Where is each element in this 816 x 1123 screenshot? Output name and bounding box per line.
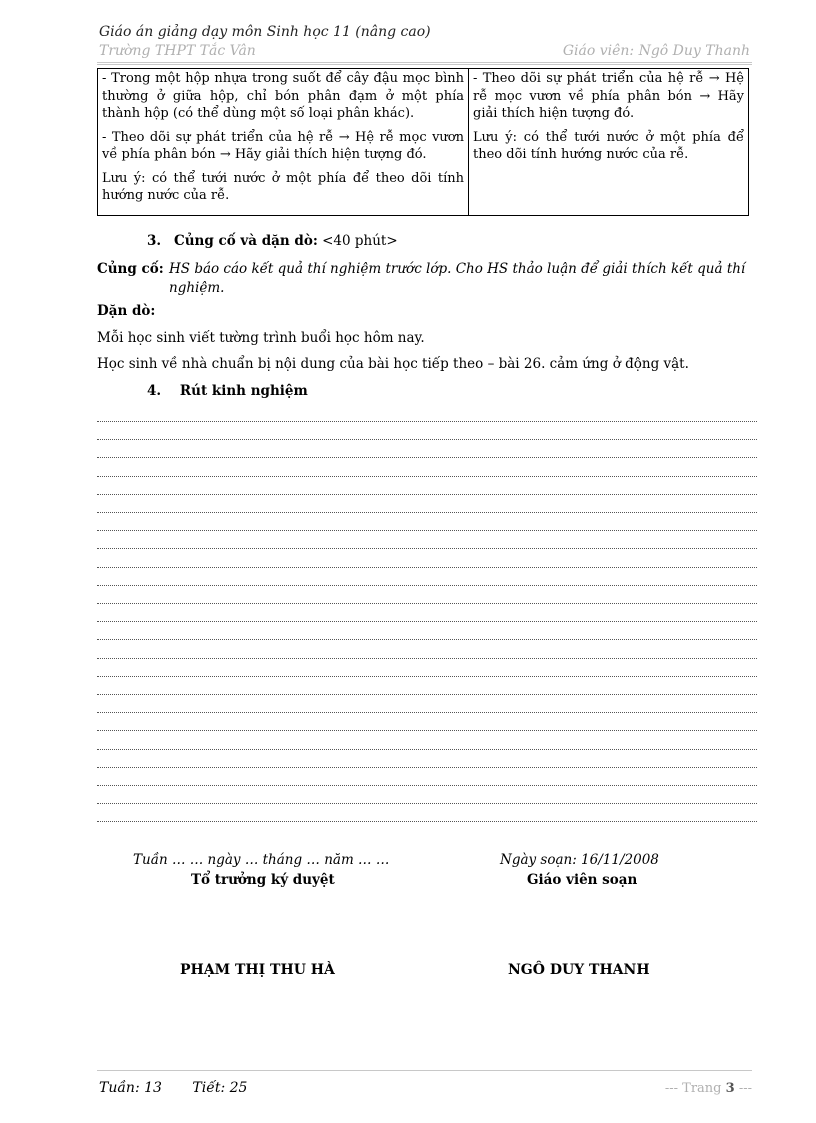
- cungco-text-2: nghiệm.: [169, 280, 225, 296]
- footer-page-number: 3: [725, 1081, 735, 1096]
- header-title: Giáo án giảng dạy môn Sinh học 11 (nâng cao): [99, 24, 431, 40]
- cungco-label: Củng cố:: [97, 261, 164, 277]
- dotted-line: [97, 821, 757, 822]
- student-activity-cell: [469, 69, 749, 216]
- footer-divider: [97, 1070, 752, 1071]
- dotted-line: [97, 494, 757, 495]
- dotted-line: [97, 676, 757, 677]
- dando-line-2: Học sinh về nhà chuẩn bị nội dung của bài học tiếp theo – bài 26. cảm ứng ở động vật.: [97, 356, 689, 372]
- footer-period: Tiết: 25: [192, 1080, 248, 1096]
- signature-right-name: NGÔ DUY THANH: [508, 962, 650, 978]
- signature-left-name: PHẠM THỊ THU HÀ: [180, 962, 335, 978]
- dotted-line: [97, 439, 757, 440]
- dotted-line: [97, 421, 757, 422]
- dando-line-1: Mỗi học sinh viết tường trình buổi học hôm nay.: [97, 330, 425, 346]
- section-4-number: 4.: [147, 383, 162, 399]
- dotted-line: [97, 694, 757, 695]
- section-4-title: Rút kinh nghiệm: [179, 383, 308, 399]
- cungco-paragraph: [97, 260, 757, 298]
- dotted-line: [97, 457, 757, 458]
- signature-left-date: Tuần … … ngày … tháng … năm … …: [133, 852, 390, 868]
- dando-label: Dặn dò:: [97, 303, 156, 319]
- teacher-activity-cell: [98, 69, 469, 216]
- section-3-time: <40 phút>: [322, 233, 398, 249]
- dotted-line: [97, 512, 757, 513]
- table-right-p1: - Theo dõi sự phát triển của hệ rễ → Hệ rễ mọc vươn về phía phân bón → Hãy giải thích hiện tượng đó.: [473, 71, 744, 121]
- signature-right-date: Ngày soạn: 16/11/2008: [500, 852, 659, 868]
- dotted-line: [97, 658, 757, 659]
- section-4-heading: [147, 383, 308, 399]
- dotted-line: [97, 749, 757, 750]
- table-left-p3: Lưu ý: có thể tưới nước ở một phía để theo dõi tính hướng nước của rễ.: [102, 170, 464, 203]
- dotted-line: [97, 567, 757, 568]
- footer-page: [665, 1081, 752, 1096]
- table-left-p1: - Trong một hộp nhựa trong suốt để cây đậu mọc bình thường ở giữa hộp, chỉ bón phân đạm ở một phía thành hộp (có thể dùng một số loại phân khác).: [102, 71, 464, 121]
- header-teacher: Giáo viên: Ngô Duy Thanh: [562, 43, 750, 59]
- dotted-line: [97, 621, 757, 622]
- dotted-line: [97, 530, 757, 531]
- table-left-p2: - Theo dõi sự phát triển của hệ rễ → Hệ rễ mọc vươn về phía phân bón → Hãy giải thích hiện tượng đó.: [102, 129, 464, 162]
- header-school: Trường THPT Tắc Vân: [99, 43, 256, 59]
- dotted-line: [97, 639, 757, 640]
- activity-table: [97, 68, 749, 216]
- section-3-number: 3.: [147, 233, 162, 249]
- signature-left-role: Tổ trưởng ký duyệt: [191, 872, 335, 888]
- footer-page-prefix: --- Trang: [664, 1081, 722, 1096]
- table-right-p2: Lưu ý: có thể tưới nước ở một phía để theo dõi tính hướng nước của rễ.: [473, 129, 744, 162]
- section-3-heading: [147, 233, 398, 249]
- footer-page-suffix: ---: [738, 1081, 752, 1096]
- cungco-text-1: HS báo cáo kết quả thí nghiệm trước lớp. Cho HS thảo luận để giải thích kết quả thí: [169, 261, 746, 277]
- section-3-title: Củng cố và dặn dò:: [173, 233, 318, 249]
- footer-week: Tuần: 13: [99, 1080, 162, 1096]
- dotted-line: [97, 585, 757, 586]
- dotted-line: [97, 548, 757, 549]
- dotted-line: [97, 767, 757, 768]
- dotted-line: [97, 712, 757, 713]
- dotted-line: [97, 730, 757, 731]
- header-divider-2: [97, 64, 752, 65]
- dotted-line: [97, 785, 757, 786]
- signature-right-role: Giáo viên soạn: [527, 872, 638, 888]
- dotted-line: [97, 603, 757, 604]
- dotted-line: [97, 803, 757, 804]
- footer-left: [99, 1080, 273, 1096]
- dotted-line: [97, 476, 757, 477]
- header-divider: [97, 62, 752, 63]
